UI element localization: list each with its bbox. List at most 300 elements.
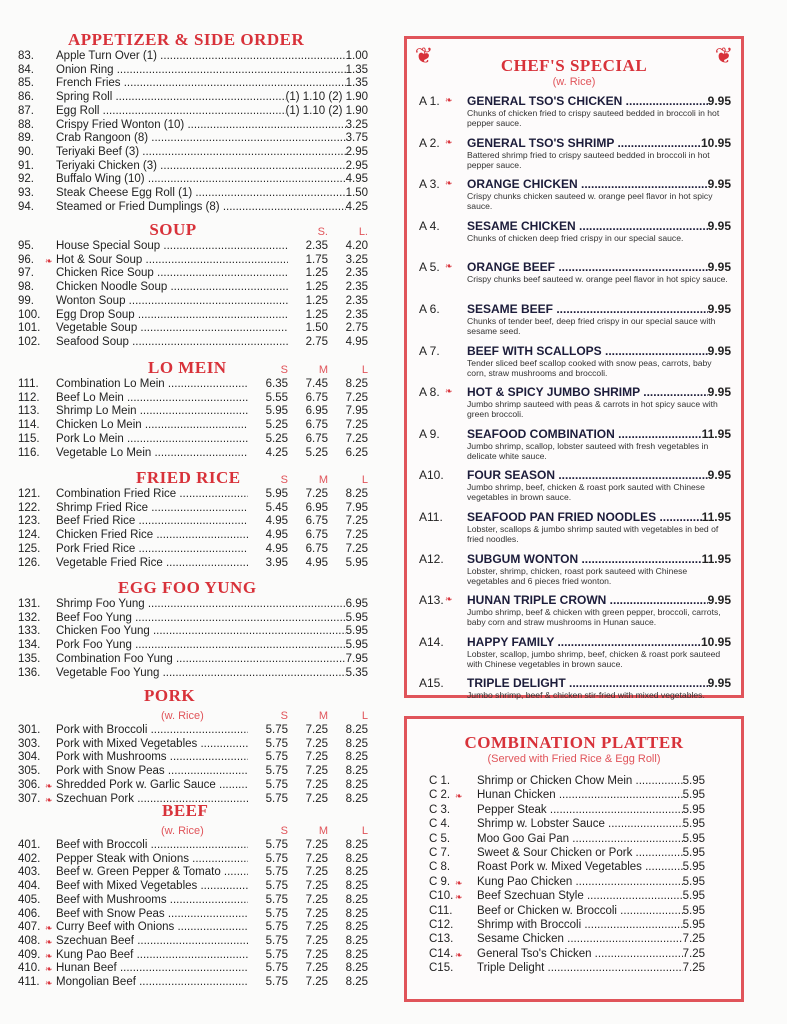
item-number: 83. (18, 50, 34, 62)
item-prices (288, 240, 368, 254)
menu-item (18, 173, 368, 187)
item-description: Lobster, scallops & jumbo shrimp sauted with vegetables in bed of fried noodles. (467, 523, 719, 544)
item-number: 407. ❧ (18, 921, 56, 935)
item-price: 6.95 (345, 598, 368, 610)
menu-item (18, 254, 368, 268)
price-medium: 7.25 (305, 880, 328, 893)
price-large: 8.25 (345, 976, 368, 989)
item-price: 3.25 (345, 118, 368, 131)
price-medium: 6.75 (305, 432, 328, 445)
combination-item (429, 875, 705, 889)
item-price: 5.95 (682, 890, 705, 903)
price-small: 5.75 (265, 852, 288, 865)
chefs-special-list (407, 94, 741, 718)
price-small: 4.95 (265, 529, 288, 542)
chefs-special-item (419, 468, 731, 510)
item-name: Pepper Steak with Onions ..... (56, 853, 248, 867)
item-name: Chicken Rice Soup ..... (56, 267, 288, 281)
pepper-icon: ❧ (45, 923, 53, 934)
menu-item (18, 146, 368, 160)
item-number: 123. (18, 515, 41, 528)
item-name: Vegetable Foo Yung ..... (56, 667, 346, 681)
item-number: 112. (18, 391, 40, 404)
combination-subtitle: (Served with Fried Rice & Egg Roll) (487, 753, 661, 765)
chefs-special-line (419, 136, 731, 150)
item-number: 93. (18, 187, 34, 200)
price-small: 5.95 (265, 488, 288, 500)
menu-item (18, 839, 368, 853)
item-price: 5.95 (345, 611, 368, 624)
col-s: S (280, 364, 288, 376)
pepper-icon: ❧ (445, 95, 453, 105)
item-number: 132. (18, 611, 41, 624)
item-price: 5.95 (345, 625, 368, 638)
combination-item (429, 947, 705, 961)
item-price: 4.25 (345, 200, 368, 213)
price-large: 4.95 (345, 335, 368, 348)
chefs-special-line (419, 468, 731, 482)
item-name: Shrimp Fried Rice ..... (56, 502, 248, 516)
price-medium: 7.25 (305, 765, 328, 778)
menu-item (18, 866, 368, 880)
price-large: 8.25 (345, 737, 368, 750)
item-code: C10. ❧ (429, 889, 477, 903)
item-price: 7.25 (682, 933, 705, 946)
item-price: 1.50 (345, 187, 368, 200)
item-prices (248, 419, 368, 433)
item-prices (248, 488, 368, 502)
col-m: M (318, 825, 328, 837)
chefs-special-line (419, 385, 731, 399)
price-small: 5.75 (265, 737, 288, 750)
item-name: Crispy Fried Wonton (10) ..... (56, 119, 346, 133)
menu-item (18, 160, 368, 174)
item-number: 86. (18, 91, 34, 104)
item-code: A 9. (419, 426, 440, 441)
price-large: 7.25 (345, 515, 368, 528)
item-number: 410. ❧ (18, 962, 56, 976)
chefs-special-line (419, 302, 731, 316)
item-name: Teriyaki Beef (3) ..... (56, 146, 346, 160)
price-small: 1.25 (305, 267, 328, 280)
item-prices (248, 751, 368, 765)
chefs-special-item (419, 385, 731, 427)
item-number: 87. (18, 104, 34, 117)
item-price: 2.95 (345, 145, 368, 158)
item-code: C 2. ❧ (429, 788, 477, 802)
price-small: 5.75 (265, 934, 288, 947)
item-prices (248, 839, 368, 853)
item-name: Pork Fried Rice ..... (56, 543, 248, 557)
item-prices (248, 447, 368, 461)
item-code: A 8. ❧ (419, 385, 453, 400)
menu-item (18, 392, 368, 406)
chefs-special-item (419, 177, 731, 219)
item-prices (288, 336, 368, 350)
item-number: 411. ❧ (18, 976, 56, 990)
item-price: 5.95 (682, 775, 705, 787)
item-name: Beef or Chicken w. Broccoli ..... (477, 904, 683, 918)
item-description: Jumbo shrimp, beef, chicken & roast pork sauted with Chinese vegetables in brown sauce. (467, 482, 705, 503)
item-code: A14. (419, 634, 444, 649)
price-large: 8.25 (345, 934, 368, 947)
item-name: Combination Lo Mein ..... (56, 378, 248, 392)
chefs-special-item (419, 510, 731, 552)
pepper-icon: ❧ (45, 255, 53, 266)
price-small: 2.75 (305, 335, 328, 348)
item-prices (248, 866, 368, 880)
friedrice-title: FRIED RICE (136, 468, 241, 487)
price-small: 1.75 (305, 253, 328, 266)
item-code: C 4. (429, 818, 451, 831)
item-price: 9.95 (707, 177, 731, 192)
item-name: GENERAL TSO'S CHICKEN ..... (467, 94, 708, 108)
menu-item (18, 908, 368, 922)
price-large: 8.25 (345, 948, 368, 961)
item-name: Mongolian Beef ..... (56, 976, 248, 990)
combination-item (429, 817, 705, 831)
price-large: 8.25 (345, 839, 368, 851)
lomein-section (18, 358, 368, 468)
item-number: 116. (18, 446, 40, 459)
price-large: 8.25 (345, 880, 368, 893)
item-name: Triple Delight ..... (477, 961, 683, 975)
price-medium: 7.25 (305, 907, 328, 920)
price-small: 1.25 (305, 308, 328, 321)
item-name: SUBGUM WONTON ..... (467, 552, 702, 566)
eggfooyung-title: EGG FOO YUNG (118, 578, 257, 597)
item-number: 101. (18, 322, 41, 335)
price-small: 5.95 (265, 405, 288, 418)
price-medium: 7.25 (305, 778, 328, 791)
item-price: 11.95 (701, 509, 731, 524)
combination-item (429, 932, 705, 946)
combination-platter-box (404, 716, 744, 1002)
item-name: Pork with Snow Peas ..... (56, 765, 248, 779)
menu-item (18, 935, 368, 949)
item-prices (248, 894, 368, 908)
item-code: A15. (419, 676, 444, 691)
price-large: 8.25 (345, 778, 368, 791)
menu-item (18, 625, 368, 639)
price-medium: 6.75 (305, 542, 328, 555)
item-price: 10.95 (700, 634, 731, 649)
price-small: 5.75 (265, 907, 288, 920)
price-medium: 7.25 (305, 724, 328, 736)
item-price: 4.95 (345, 173, 368, 186)
col-s: S (280, 825, 288, 837)
price-large: 7.25 (345, 542, 368, 555)
item-name: House Special Soup ..... (56, 240, 288, 254)
item-price: 1.35 (345, 77, 368, 90)
item-code: A12. (419, 551, 444, 566)
item-description: Lobster, scallop, jumbo shrimp, beef, chicken & roast pork sauteed with Chinese vegetables in brown sauce. (467, 648, 721, 669)
item-name: HOT & SPICY JUMBO SHRIMP ..... (467, 385, 708, 399)
menu-item (18, 880, 368, 894)
item-name: Chicken Lo Mein ..... (56, 419, 248, 433)
combination-item (429, 904, 705, 918)
price-large: 2.35 (345, 294, 368, 307)
menu-item (18, 612, 368, 626)
col-m: M (318, 474, 328, 486)
price-large: 7.25 (345, 432, 368, 445)
menu-item (18, 64, 368, 78)
item-prices (288, 254, 368, 268)
item-number: 305. (18, 765, 41, 778)
price-large: 7.95 (345, 501, 368, 514)
item-description: Chunks of chicken deep fried crispy in our special sauce. (467, 232, 684, 243)
price-large: 8.25 (345, 852, 368, 865)
price-large: 2.75 (345, 322, 368, 335)
item-code: A 1. ❧ (419, 94, 453, 108)
item-number: 113. (18, 405, 40, 418)
pepper-icon: ❧ (45, 950, 53, 961)
item-prices (248, 962, 368, 976)
beef-list (18, 839, 368, 990)
price-small: 5.75 (265, 921, 288, 934)
price-medium: 7.25 (305, 921, 328, 934)
item-price: 5.35 (345, 666, 368, 679)
item-name: Pepper Steak ..... (477, 803, 683, 817)
item-price: 2.95 (345, 159, 368, 172)
menu-item (18, 557, 368, 571)
combination-item (429, 846, 705, 860)
item-name: Sesame Chicken ..... (477, 932, 683, 946)
item-price: 3.75 (345, 132, 368, 145)
chefs-special-item (419, 552, 731, 594)
item-description: Jumbo shrimp, beef & chicken with green pepper, broccoli, carrots, baby corn and straw mushrooms in Hunan sauce. (467, 607, 721, 628)
item-code: C 3. (429, 803, 451, 816)
item-price: (1) 1.10 (2) 1.90 (285, 91, 368, 104)
item-price: 9.95 (707, 593, 731, 608)
item-name: Beef with Mixed Vegetables ..... (56, 880, 248, 894)
item-price: 5.95 (345, 639, 368, 652)
item-number: 408. ❧ (18, 935, 56, 949)
item-number: 85. (18, 77, 34, 90)
menu-item (18, 240, 368, 254)
item-name: Chicken Noodle Soup ..... (56, 281, 288, 295)
item-number: 102. (18, 335, 41, 348)
item-name: Steamed or Fried Dumplings (8) ..... (56, 201, 346, 215)
item-code: A 2. ❧ (419, 135, 453, 150)
price-small: 4.95 (265, 542, 288, 555)
item-number: 133. (18, 625, 41, 638)
item-prices (248, 543, 368, 557)
price-large: 2.35 (345, 267, 368, 280)
item-price: 9.95 (707, 385, 731, 400)
item-prices (248, 880, 368, 894)
item-name: Seafood Soup ..... (56, 336, 288, 350)
item-number: 97. (18, 267, 34, 280)
price-large: 8.25 (345, 921, 368, 934)
price-small: 5.75 (265, 893, 288, 906)
beef-subtitle: (w. Rice) (161, 825, 204, 837)
price-small: 5.75 (265, 778, 288, 791)
menu-item (18, 50, 368, 64)
item-price: 5.95 (682, 803, 705, 816)
price-medium: 6.95 (305, 405, 328, 418)
item-number: 96. ❧ (18, 254, 56, 268)
item-price: 5.95 (682, 904, 705, 917)
price-large: 8.25 (345, 488, 368, 500)
item-prices (248, 793, 368, 807)
menu-item (18, 962, 368, 976)
col-m: M (318, 364, 328, 376)
price-small: 5.75 (265, 839, 288, 851)
pepper-icon: ❧ (45, 964, 53, 975)
item-prices (248, 949, 368, 963)
price-medium: 7.45 (305, 378, 328, 390)
item-name: Moo Goo Gai Pan ..... (477, 832, 683, 846)
price-small: 5.75 (265, 792, 288, 805)
price-large: 8.25 (345, 751, 368, 764)
lomein-list (18, 378, 368, 460)
item-number: 121. (18, 488, 41, 500)
price-medium: 7.25 (305, 976, 328, 989)
price-small: 5.75 (265, 976, 288, 989)
menu-item (18, 91, 368, 105)
price-large: 8.25 (345, 765, 368, 778)
item-name: Shrimp Foo Yung ..... (56, 598, 346, 612)
item-price: 5.95 (682, 919, 705, 932)
item-code: A 5. ❧ (419, 260, 453, 275)
menu-item (18, 336, 368, 350)
price-medium: 6.75 (305, 515, 328, 528)
item-prices (248, 921, 368, 935)
item-name: Pork with Broccoli ..... (56, 724, 248, 738)
menu-item (18, 921, 368, 935)
pepper-icon: ❧ (445, 178, 453, 189)
item-number: 91. (18, 159, 34, 172)
item-code: C 7. (429, 847, 451, 860)
price-medium: 7.25 (305, 893, 328, 906)
beef-title: BEEF (162, 801, 209, 820)
lomein-title: LO MEIN (148, 358, 227, 377)
item-name: Chicken Fried Rice ..... (56, 529, 248, 543)
item-name: Beef with Snow Peas ..... (56, 908, 248, 922)
chefs-special-line (419, 427, 731, 441)
ornament-icon: ❦ (714, 43, 734, 68)
item-code: A 7. (419, 343, 440, 358)
item-number: 403. (18, 866, 41, 879)
item-name: Pork Foo Yung ..... (56, 639, 346, 653)
chefs-special-box (404, 36, 744, 701)
price-large: 8.25 (345, 962, 368, 975)
item-code: A10. (419, 468, 444, 483)
pepper-icon: ❧ (445, 261, 453, 272)
chefs-special-item (419, 136, 731, 178)
menu-item (18, 132, 368, 146)
item-code: C 1. (429, 775, 451, 787)
menu-item (18, 543, 368, 557)
item-number: 304. (18, 751, 41, 764)
item-price: 1.35 (345, 63, 368, 76)
friedrice-list (18, 488, 368, 570)
item-code: A 4. (419, 218, 440, 233)
item-name: Egg Roll ..... (56, 105, 286, 119)
chefs-special-line (419, 219, 731, 233)
item-code: C11. (429, 904, 453, 917)
price-small: 5.25 (265, 432, 288, 445)
price-medium: 7.25 (305, 866, 328, 879)
menu-item (18, 529, 368, 543)
item-name: HAPPY FAMILY ..... (467, 635, 701, 649)
item-prices (248, 935, 368, 949)
chefs-special-line (419, 260, 731, 274)
price-small: 5.45 (265, 501, 288, 514)
item-name: SEAFOOD PAN FRIED NOODLES ..... (467, 510, 702, 524)
price-medium: 7.25 (305, 488, 328, 500)
menu-item (18, 378, 368, 392)
item-name: Beef with Mushrooms ..... (56, 894, 248, 908)
menu-item (18, 765, 368, 779)
item-name: Apple Turn Over (1) ..... (56, 50, 346, 64)
item-code: A 3. ❧ (419, 177, 453, 192)
item-number: 126. (18, 556, 41, 569)
price-large: 2.35 (345, 308, 368, 321)
pepper-icon: ❧ (45, 936, 53, 947)
item-name: SESAME BEEF ..... (467, 302, 708, 316)
item-name: Beef w. Green Pepper & Tomato ..... (56, 866, 248, 880)
pepper-icon: ❧ (45, 794, 53, 805)
item-description: Chunks of chicken fried to crispy sauteed bedded in broccoli in hot pepper sauce. (467, 108, 720, 128)
pepper-icon: ❧ (45, 780, 53, 791)
item-number: 402. (18, 852, 41, 865)
item-name: Beef with Broccoli ..... (56, 839, 248, 853)
item-code: C14. ❧ (429, 947, 477, 961)
item-name: Beef Fried Rice ..... (56, 515, 248, 529)
soup-title: SOUP (149, 220, 197, 239)
menu-item (18, 447, 368, 461)
item-name: Buffalo Wing (10) ..... (56, 173, 346, 187)
pepper-icon: ❧ (45, 978, 53, 989)
col-s: S. (317, 226, 328, 238)
menu-item (18, 405, 368, 419)
ornament-icon: ❦ (414, 43, 434, 68)
item-prices (248, 724, 368, 738)
chefs-special-line (419, 635, 731, 649)
item-name: Wonton Soup ..... (56, 295, 288, 309)
price-large: 7.25 (345, 391, 368, 404)
chefs-special-item (419, 302, 731, 344)
price-large: 2.35 (345, 281, 368, 294)
item-number: 95. (18, 240, 34, 252)
left-column (18, 30, 368, 990)
chefs-special-line (419, 510, 731, 524)
item-number: 135. (18, 652, 41, 665)
item-price: 7.25 (682, 962, 705, 975)
chefs-special-item (419, 676, 731, 718)
pepper-icon: ❧ (455, 877, 463, 888)
item-code: C 5. (429, 832, 451, 845)
item-prices (248, 405, 368, 419)
item-price: 5.95 (682, 861, 705, 874)
menu-item (18, 751, 368, 765)
col-l: L (361, 474, 368, 486)
menu-item (18, 295, 368, 309)
price-small: 2.35 (305, 240, 328, 252)
item-number: 88. (18, 118, 34, 131)
item-name: SESAME CHICKEN ..... (467, 219, 708, 233)
item-name: Szechuan Beef ..... (56, 935, 248, 949)
item-prices (248, 502, 368, 516)
combination-list (407, 774, 741, 976)
item-price: 9.95 (707, 218, 731, 233)
price-medium: 7.25 (305, 852, 328, 865)
pepper-icon: ❧ (455, 892, 463, 903)
item-name: Pork Lo Mein ..... (56, 433, 248, 447)
chefs-special-item (419, 344, 731, 386)
